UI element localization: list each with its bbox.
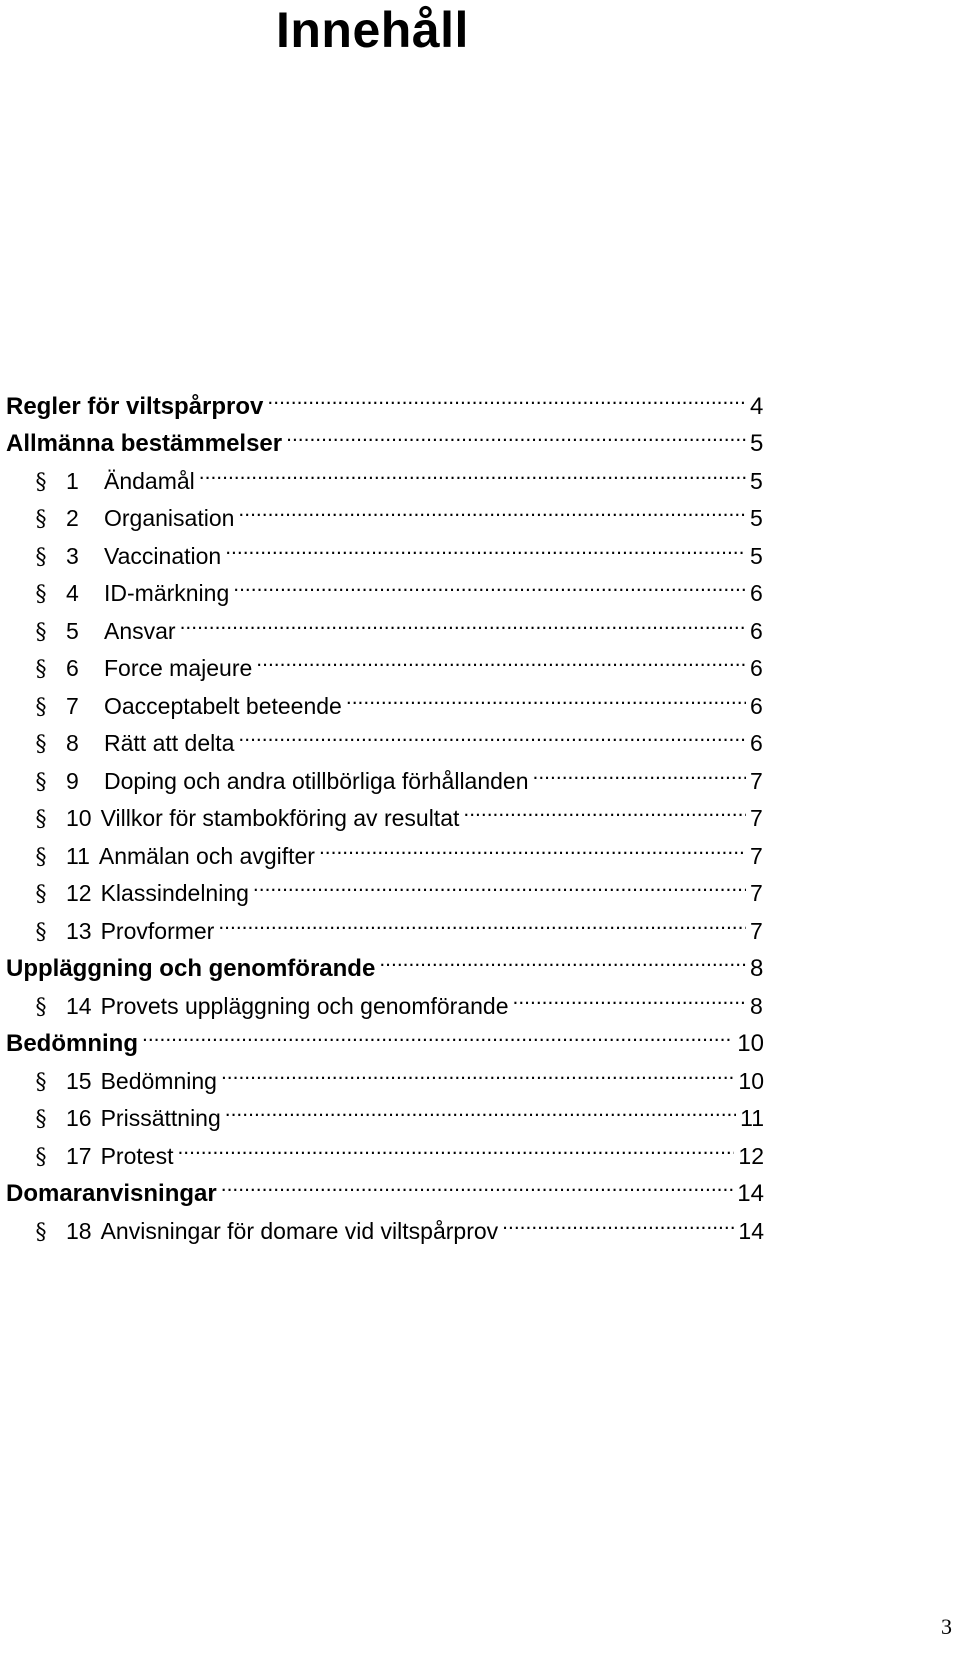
section-number: 8	[66, 730, 79, 756]
section-sign-icon: §	[35, 507, 47, 532]
dot-leader	[346, 676, 746, 714]
toc-entry-title: Bedömning	[6, 1030, 138, 1057]
toc-entry-title: Prissättning	[100, 1105, 221, 1131]
toc-entry-title: Vaccination	[104, 542, 222, 569]
toc-page-number: 4	[750, 392, 764, 420]
dot-leader	[253, 864, 746, 902]
dot-leader	[221, 1164, 734, 1202]
section-number: 6	[66, 655, 79, 681]
toc-page-number: 10	[737, 1030, 764, 1057]
section-number: 17	[66, 1142, 92, 1169]
toc-entry-title: Allmänna bestämmelser	[6, 430, 283, 457]
section-number: 11	[66, 842, 90, 869]
toc-entry-title: Ändamål	[104, 467, 195, 494]
section-number: 12	[66, 880, 92, 906]
section-number: 1	[66, 467, 79, 494]
section-sign-icon: §	[35, 694, 47, 720]
toc-entry-title: Uppläggning och genomförande	[6, 955, 376, 982]
dot-leader	[180, 601, 746, 639]
section-number: 18	[66, 1217, 92, 1244]
section-sign-icon: §	[35, 1069, 47, 1095]
section-sign-icon: §	[35, 1219, 47, 1245]
toc-entry-title: Anvisningar för domare vid viltspårprov	[100, 1217, 499, 1244]
toc-page-number: 12	[738, 1142, 764, 1169]
toc-page-number: 5	[750, 505, 763, 531]
toc-entry-title: Force majeure	[104, 655, 253, 681]
section-sign-icon: §	[35, 994, 47, 1020]
dot-leader	[199, 451, 746, 489]
section-sign-icon: §	[35, 882, 47, 907]
dot-leader	[142, 1014, 733, 1052]
toc-page-number: 8	[750, 955, 764, 982]
section-number: 7	[66, 692, 79, 719]
dot-leader	[513, 976, 747, 1014]
dot-leader	[379, 939, 746, 977]
dot-leader	[256, 639, 746, 677]
dot-leader	[463, 789, 746, 827]
section-number: 15	[66, 1067, 92, 1094]
dot-leader	[177, 1126, 734, 1164]
toc-entry-title: Doping och andra otillbörliga förhållanden	[104, 767, 529, 794]
toc-entry-title: Provets uppläggning och genomförande	[100, 992, 509, 1019]
section-sign-icon: §	[35, 469, 47, 495]
section-sign-icon: §	[35, 732, 47, 757]
dot-leader	[319, 826, 746, 864]
section-number: 3	[66, 542, 79, 569]
toc-page-number: 6	[750, 655, 763, 681]
toc-entry-title: Domaranvisningar	[6, 1180, 217, 1207]
page-title: Innehåll	[276, 2, 469, 58]
dot-leader	[502, 1201, 734, 1239]
toc-entry-title: Provformer	[100, 917, 215, 944]
dot-leader	[267, 376, 746, 414]
section-number: 2	[66, 505, 79, 531]
toc-page-number: 5	[750, 542, 763, 569]
toc-page-number: 10	[738, 1067, 764, 1094]
section-number: 14	[66, 992, 92, 1019]
toc-entry-title: Ansvar	[104, 617, 176, 644]
table-of-contents	[6, 376, 764, 1245]
toc-page-number: 14	[737, 1180, 764, 1207]
section-sign-icon: §	[35, 619, 47, 645]
toc-entry-title: Regler för viltspårprov	[6, 392, 264, 420]
dot-leader	[233, 564, 746, 602]
section-sign-icon: §	[35, 844, 47, 870]
toc-entry-title: Anmälan och avgifter	[98, 842, 315, 869]
section-number: 4	[66, 580, 79, 606]
section-number: 9	[66, 767, 79, 794]
section-sign-icon: §	[35, 544, 47, 570]
toc-entry-title: Villkor för stambokföring av resultat	[100, 805, 460, 831]
toc-page-number: 6	[750, 617, 763, 644]
toc-entry-title: Organisation	[104, 505, 235, 531]
toc-entry-title: Oacceptabelt beteende	[104, 692, 342, 719]
toc-page-number: 7	[750, 805, 763, 831]
toc-entry-title: Klassindelning	[100, 880, 249, 906]
toc-page-number: 5	[750, 467, 763, 494]
dot-leader	[286, 414, 746, 452]
toc-page-number: 7	[750, 767, 763, 794]
toc-page-number: 6	[750, 580, 763, 606]
dot-leader	[238, 489, 746, 527]
toc-page-number: 6	[750, 730, 763, 756]
toc-page-number: 7	[750, 842, 763, 869]
section-sign-icon: §	[35, 1144, 47, 1170]
section-sign-icon: §	[35, 769, 47, 795]
dot-leader	[533, 751, 746, 789]
toc-page-number: 11	[740, 1105, 764, 1131]
toc-entry-title: Protest	[100, 1142, 174, 1169]
dot-leader	[221, 1051, 734, 1089]
section-sign-icon: §	[35, 807, 47, 832]
toc-page-number: 7	[750, 917, 763, 944]
toc-page-number: 6	[750, 692, 763, 719]
dot-leader	[225, 1089, 736, 1127]
toc-entry-title: Bedömning	[100, 1067, 217, 1094]
toc-page-number: 7	[750, 880, 763, 906]
section-number: 5	[66, 617, 79, 644]
dot-leader	[238, 714, 746, 752]
toc-page-number: 8	[750, 992, 763, 1019]
section-sign-icon: §	[35, 657, 47, 682]
page-number: 3	[941, 1614, 952, 1639]
section-sign-icon: §	[35, 582, 47, 607]
toc-entry-title: ID-märkning	[104, 580, 230, 606]
section-sign-icon: §	[35, 919, 47, 945]
toc-page-number: 5	[750, 430, 764, 457]
toc-heading-regler[interactable]	[6, 376, 764, 420]
section-number: 10	[66, 805, 92, 831]
toc-page-number: 14	[738, 1217, 764, 1244]
toc-entry-title: Rätt att delta	[104, 730, 235, 756]
section-sign-icon: §	[35, 1107, 47, 1132]
section-number: 13	[66, 917, 92, 944]
dot-leader	[218, 901, 746, 939]
section-number: 16	[66, 1105, 92, 1131]
dot-leader	[225, 526, 746, 564]
